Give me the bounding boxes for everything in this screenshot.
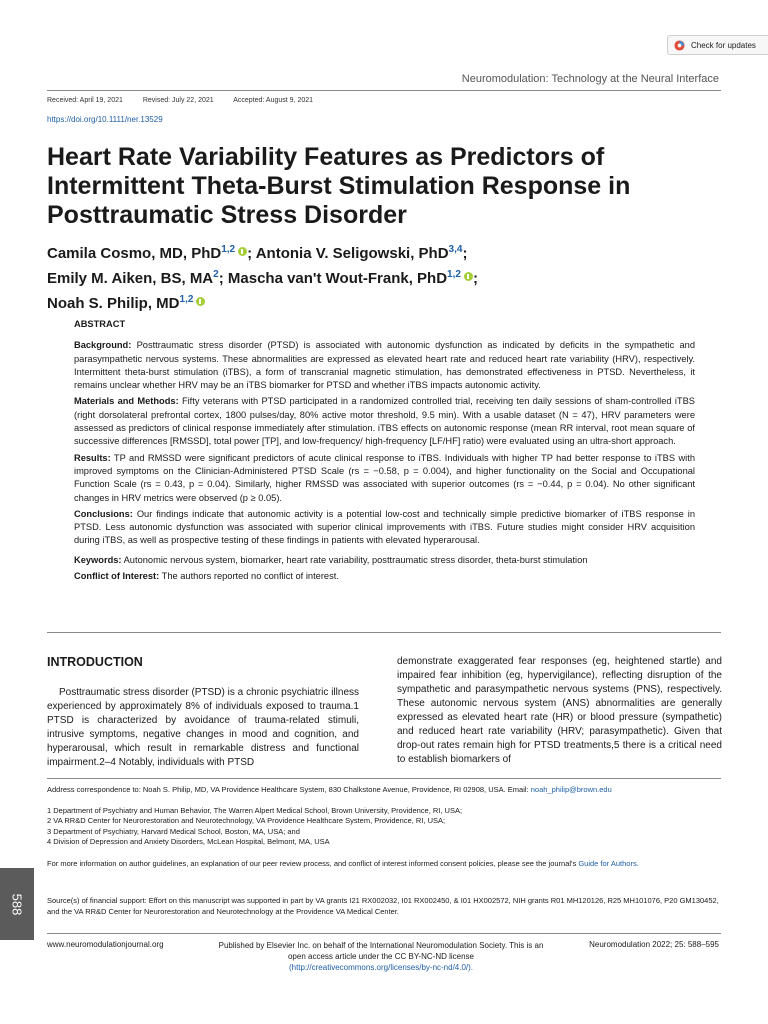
abstract-background: Background: Posttraumatic stress disorder (PTSD) is associated with autonomic dysfunction as indicated by deficits in the sympathetic and parasympathetic nervous systems. These abnormalities are expressed as elevated heart rate and reduced heart rate variability (HRV), respectively. Intermittent theta-burst stimulation (iTBS), a form of transcranial magnetic stimulation, has demonstrated effectiveness in PTSD. Nevertheless, it remains unclear whether HRV may be an iTBS biomarker for PTSD and whether iTBS impacts autonomic activity. — [74, 340, 695, 391]
author-affiliation-marker: 1,2 — [221, 244, 236, 255]
affiliation-item: 3 Department of Psychiatry, Harvard Medical School, Boston, MA, USA; and — [47, 826, 300, 836]
guide-for-authors-link[interactable]: Guide for Authors. — [578, 859, 639, 868]
intro-left-text: Posttraumatic stress disorder (PTSD) is a chronic psychiatric illness experienced by approximately 8% of individuals exposed to trauma.1 PTSD is characterized by avoidance of trauma-related stimuli, intrusive symptoms, negative changes in mood and cognition, and hyperarousal, which result in remarkable distress and functional impairment.2–4 Notably, individuals with PTSD — [47, 687, 359, 768]
author-name: Noah S. Philip, MD — [47, 295, 180, 312]
author-affiliation-marker: 1,2 — [179, 294, 194, 305]
affiliation-item: 2 VA RR&D Center for Neurorestoration and Neurotechnology, VA Providence Healthcare System, Providence, RI, USA; — [47, 816, 446, 825]
author-name: Emily M. Aiken, BS, MA — [47, 270, 214, 287]
check-for-updates-button[interactable] — [667, 35, 768, 55]
article-dates — [47, 97, 331, 104]
abstract-heading: ABSTRACT — [74, 319, 126, 329]
correspondence-email-link[interactable]: noah_philip@brown.edu — [530, 785, 612, 794]
abstract-methods: Materials and Methods: Fifty veterans with PTSD participated in a randomized controlled trial, receiving ten daily sessions of sham-controlled iTBS (right dorsolateral prefrontal cortex, 1800 pulses/day, 80% active motor threshold, 9.5 min). With a usable dataset (N = 47), HRV parameters were assessed as predictors of clinical response immediately after stimulation. iTBS effects on autonomic response (mean RR interval, root mean square of successive differences [RMSSD], total power [TP], and low-frequency/ high-frequency [LF/HF] ratio) were evaluated using an ultra-short approach. — [74, 396, 695, 447]
received-date: Received: April 19, 2021 — [47, 97, 123, 104]
orcid-icon[interactable] — [238, 247, 247, 256]
author-affiliation-marker: 2 — [213, 269, 219, 280]
intro-right-column — [397, 655, 722, 767]
orcid-icon[interactable] — [464, 272, 473, 281]
header-divider — [47, 90, 721, 91]
journal-name: Neuromodulation: Technology at the Neural Interface — [461, 73, 719, 85]
affiliations — [47, 806, 727, 848]
affiliation-item: 1 Department of Psychiatry and Human Behavior, The Warren Alpert Medical School, Brown University, Providence, RI, USA; — [47, 805, 463, 815]
footer-divider — [47, 933, 721, 934]
abstract-conclusions: Conclusions: Our findings indicate that autonomic activity is a potential low-cost and technically simple predictive biomarker of iTBS response in PTSD. Less autonomic dysfunction was associated with superior clinical improvements with iTBS. Future studies might consider HRV acquisition during iTBS, as well as prospective testing of these findings in patients with elevated hyperarousal. — [74, 508, 695, 546]
abstract-results: Results: TP and RMSSD were significant predictors of acute clinical response to iTBS. Individuals with higher TP had better response to iTBS with improved symptoms on the Clinician-Administered PTSD Scale (rs = −0.58, p = 0.004), and higher functionality on the Social and Occupational Function Scale (rs = 0.43, p = 0.04). Similarly, higher RMSSD was associated with superior outcomes (rs = −0.44, p = 0.04). No other significant changes in HRV metrics were observed (p ≥ 0.05). — [74, 452, 695, 503]
footnote-divider — [47, 778, 721, 779]
license-link[interactable]: (http://creativecommons.org/licenses/by-nc-nd/4.0/). — [288, 963, 474, 972]
author-affiliation-marker: 3,4 — [448, 244, 463, 255]
revised-date: Revised: July 22, 2021 — [142, 97, 214, 104]
abstract-keywords: Keywords: Autonomic nervous system, biomarker, heart rate variability, posttraumatic stress disorder, theta-burst stimulation — [74, 554, 588, 565]
abstract-divider — [47, 632, 721, 633]
intro-left-column — [47, 655, 359, 770]
citation: Neuromodulation 2022; 25: 588–595 — [589, 940, 719, 949]
author-name: Mascha van't Wout-Frank, PhD — [227, 270, 448, 287]
page-number: 588 — [9, 893, 25, 915]
intro-heading: INTRODUCTION — [47, 655, 143, 669]
abstract-section — [74, 318, 695, 586]
doi-link[interactable]: https://doi.org/10.1111/ner.13529 — [47, 115, 163, 124]
accepted-date: Accepted: August 9, 2021 — [233, 97, 314, 104]
publisher-note: Published by Elsevier Inc. on behalf of the International Neuromodulation Society. This is an open access article under the CC BY-NC-ND license (http://creativecommons.org/licenses/by-nc-nd/4.0/). — [218, 941, 544, 972]
check-for-updates-label: Check for updates — [691, 40, 756, 50]
article-title: Heart Rate Variability Features as Predictors of Intermittent Theta-Burst Stimulation Response in Posttraumatic Stress Disorder — [47, 143, 631, 229]
footnotes — [47, 785, 727, 848]
author-guidelines-note: For more information on author guidelines, an explanation of our peer review process, and conflict of interest informed consent policies, please see the journal's Guide for Authors. — [47, 859, 639, 868]
author-name: Camila Cosmo, MD, PhD — [47, 245, 222, 262]
financial-support: Source(s) of financial support: Effort on this manuscript was supported in part by VA grants I21 RX002032, I01 RX002450, & I01 HX002572, NIH grants R01 MH120126, R25 MH101076, P20 GM130452, and the VA RR&D Center for Neurorestoration and Neurotechnology at the Providence VA Medical Center. — [47, 896, 719, 916]
author-name: Antonia V. Seligowski, PhD — [255, 245, 449, 262]
intro-right-text: demonstrate exaggerated fear responses (eg, heightened startle) and impaired fear inhibition (eg, hypervigilance), reflecting disruption of the sympathetic and parasympathetic nervous systems (PNS), respectively. These autonomic nervous system (ANS) abnormalities are generally expressed as elevated heart rate (HR) or blood pressure (sympathetic) and reduced heart rate variability (HRV; parasympathetic). Given that drop-out rates remain high for PTSD treatments,5 there is a critical need to establish biomarkers of — [397, 656, 722, 765]
crossmark-icon — [674, 40, 685, 51]
journal-website-link[interactable]: www.neuromodulationjournal.org — [47, 940, 164, 949]
author-affiliation-marker: 1,2 — [447, 269, 461, 280]
correspondence-address: Address correspondence to: Noah S. Philip, MD, VA Providence Healthcare System, 830 Chalkstone Avenue, Providence, RI 02908, USA. Email: noah_philip@brown.edu — [47, 785, 612, 794]
abstract-conflict: Conflict of Interest: The authors reported no conflict of interest. — [74, 571, 339, 582]
affiliation-item: 4 Division of Depression and Anxiety Disorders, McLean Hospital, Belmont, MA, USA — [47, 837, 330, 846]
page-number-tab — [0, 868, 34, 940]
orcid-icon[interactable] — [196, 297, 205, 306]
author-list: Camila Cosmo, MD, PhD$^{1,2}$ ; Antonia V. Seligowski, PhD$^{3,4}$; Emily M. Aiken, BS, $MA^2$; Mascha van't Wout-Frank, PhD$^{1,2}$ ; Noah S. Philip, MD$^{1,2}$ — [47, 244, 478, 312]
